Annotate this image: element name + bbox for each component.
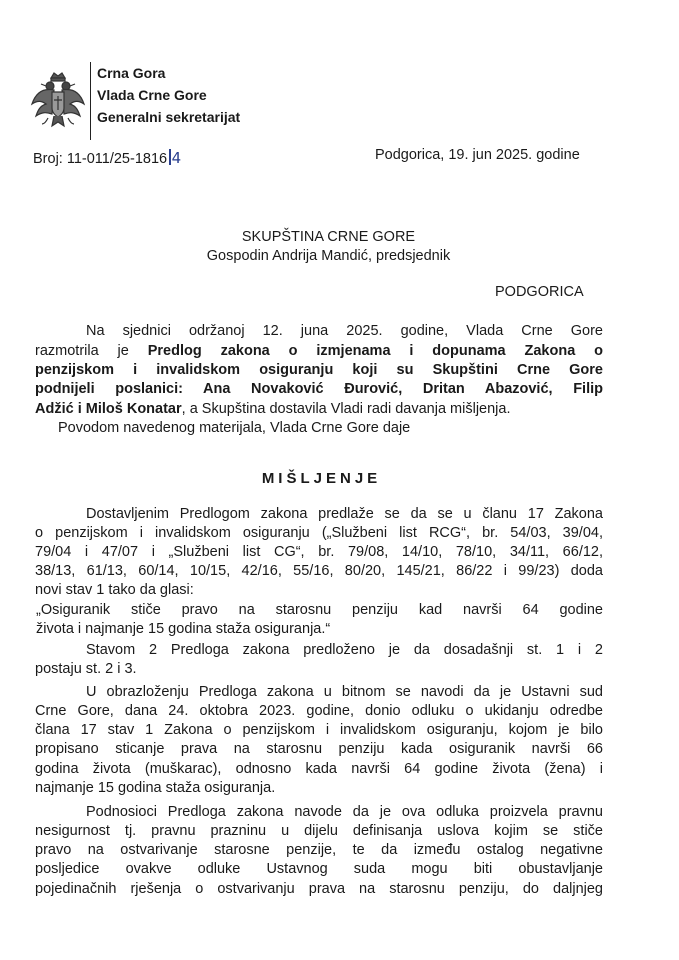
p4-line-1: Podnosioci Predloga zakona navode da je ova odluka proizvela pravnu — [86, 804, 603, 820]
quote-line-1: „Osiguranik stiče pravo na starosnu penziju kad navrši 64 godine — [36, 602, 603, 618]
p1-line-4: 38/13, 61/13, 60/14, 10/15, 42/16, 55/16, 80/20, 145/21, 86/22 i 99/23) doda — [35, 563, 603, 579]
p3-line-6: najmanje 15 godina staža osiguranja. — [35, 780, 276, 796]
intro-line-2-a: razmotrila je — [35, 343, 148, 359]
reference-number — [33, 149, 181, 167]
intro-line-5-a: Adžić i Miloš Konatar — [35, 401, 182, 417]
intro-line-4-text: podnijeli poslanici: Ana Novaković Đurović, Dritan Abazović, Filip — [35, 381, 603, 397]
p1-line-2: o penzijskom i invalidskom osiguranju („Službeni list RCG“, br. 54/03, 39/04, — [35, 525, 603, 541]
p4-line-3: pravo na ostvarivanje starosne penzije, te da između ostalog negativne — [35, 842, 603, 858]
p3-line-2: Crne Gore, dana 24. oktobra 2023. godine, donio odluku o ukidanju odredbe — [35, 703, 603, 719]
p1-line-3: 79/04 i 47/07 i „Službeni list CG“, br. 79/08, 14/10, 78/10, 34/11, 66/12, — [35, 544, 603, 560]
p3-line-3: člana 17 stav 1 Zakona o penzijskom i invalidskom osiguranju, kojom je bilo — [35, 722, 603, 738]
intro-line-5 — [35, 400, 511, 419]
p4-line-5: pojedinačnih rješenja o ostvarivanju prava na starosnu penziju, do daljnjeg — [35, 881, 603, 897]
intro-line-5-b: , a Skupština dostavila Vladi radi davanja mišljenja. — [181, 401, 511, 417]
quote-line-2: života i najmanje 15 godina staža osiguranja.“ — [36, 621, 331, 637]
montenegro-coat-of-arms-icon — [30, 70, 86, 132]
p2-line-2: postaju st. 2 i 3. — [35, 661, 137, 677]
intro-line-2 — [35, 342, 603, 361]
intro-line-3-text: penzijskom i invalidskom osiguranju koji su Skupštini Crne Gore — [35, 362, 603, 378]
reference-number-text: Broj: 11-011/25-1816 — [33, 151, 168, 167]
intro-line-6: Povodom navedenog materijala, Vlada Crne Gore daje — [58, 420, 411, 436]
recipient-person: Gospodin Andrija Mandić, predsjednik — [206, 248, 451, 264]
p4-line-2: nesigurnost tj. pravnu prazninu u dijelu definisanja uslova kojim se stiče — [35, 823, 603, 839]
document-title: MIŠLJENJE — [261, 470, 382, 487]
p3-line-1: U obrazloženju Predloga zakona u bitnom se navodi da je Ustavni sud — [86, 684, 603, 700]
intro-line-4 — [35, 380, 603, 399]
recipient-institution: SKUPŠTINA CRNE GORE — [241, 229, 416, 245]
header-divider — [90, 62, 91, 140]
issuing-organization — [97, 62, 240, 128]
org-country: Crna Gora — [97, 65, 166, 81]
intro-line-3 — [35, 361, 603, 380]
handwritten-bar — [169, 149, 171, 165]
p2-line-1: Stavom 2 Predloga zakona predloženo je da dosadašnji st. 1 i 2 — [86, 642, 603, 658]
org-secretariat: Generalni sekretarijat — [97, 109, 241, 125]
document-date: Podgorica, 19. jun 2025. godine — [375, 147, 580, 163]
intro-line-2-b: Predlog zakona o izmjenama i dopunama Zakona o — [147, 343, 604, 359]
intro-line-1: Na sjednici održanoj 12. juna 2025. godine, Vlada Crne Gore — [86, 323, 603, 339]
p4-line-4: posljedice ovakve odluke Ustavnog suda mogu biti obustavljanje — [35, 861, 603, 877]
recipient-city: PODGORICA — [495, 284, 584, 300]
p1-line-1: Dostavljenim Predlogom zakona predlaže se da se u članu 17 Zakona — [86, 506, 603, 522]
p3-line-4: propisano sticanje prava na starosnu penziju kada osiguranik navrši 66 — [35, 741, 603, 757]
p3-line-5: godina života (muškarac), odnosno kada navrši 64 godine života (žena) i — [35, 761, 603, 777]
p1-line-5: novi stav 1 tako da glasi: — [35, 582, 194, 598]
handwritten-number: 4 — [171, 149, 182, 167]
org-government: Vlada Crne Gore — [97, 87, 207, 103]
